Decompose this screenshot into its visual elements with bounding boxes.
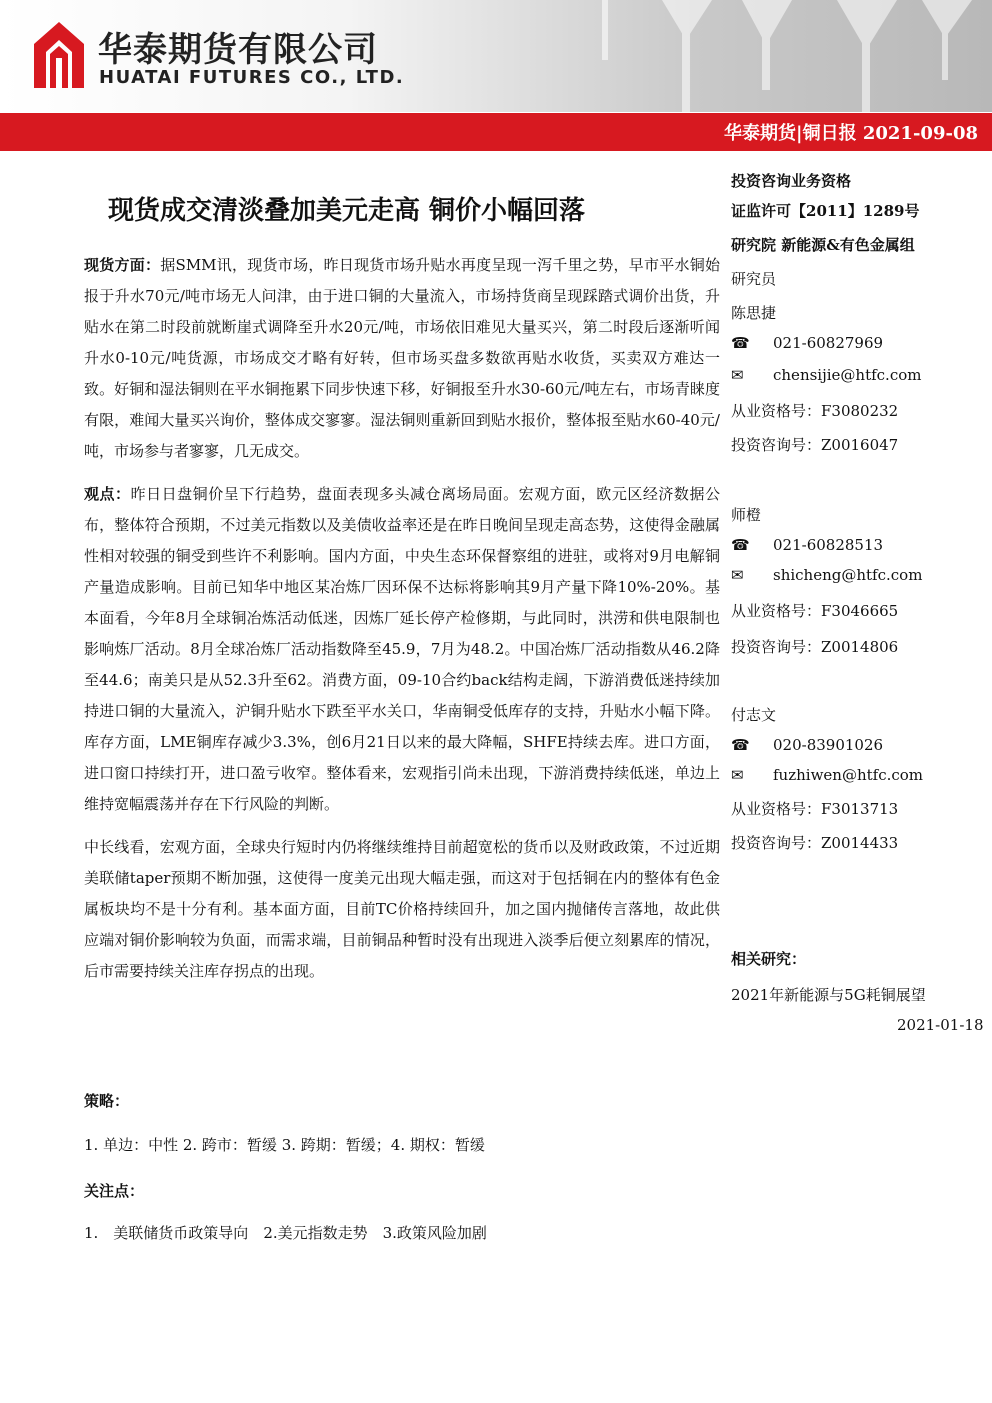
huatai-logo-icon	[34, 22, 84, 88]
report-title: 现货成交清淡叠加美元走高 铜价小幅回落	[108, 196, 586, 226]
phone-icon: ☎	[731, 334, 750, 352]
paragraph-text: 昨日日盘铜价呈下行趋势，盘面表现多头减仓离场局面。宏观方面，欧元区经济数据公布，整体符合预期，不过美元指数以及美债收益率还是在昨日晚间呈现走高态势，这使得金融属性相对较强的铜受到些许不利影响。国内方面，中央生态环保督察组的进驻，或将对9月电解铜产量造成影响。目前已知华中地区某冶炼厂因环保不达标将影响其9月产量下降10%-20%。基本面看，今年8月全球铜冶炼活动低迷，因炼厂延长停产检修期，与此同时，洪涝和供电限制也影响炼厂活动。8月全球冶炼厂活动指数降至45.9，7月为48.2。中国冶炼厂活动指数从46.2降至44.6；南美只是从52.3升至62。消费方面，09-10合约back结构走阔，下游消费低迷持续加持进口铜的大量流入，沪铜升贴水下跌至平水关口，华南铜受低库存的支持，升贴水小幅下降。库存方面，LME铜库存减少3.3%，创6月21日以来的最大降幅，SHFE持续去库。进口方面，进口窗口持续打开，进口盈亏收窄。整体看来，宏观指引尚未出现，下游消费持续低迷，单边上维持宽幅震荡并存在下行风险的判断。	[84, 485, 720, 813]
qualification-title: 投资咨询业务资格	[731, 172, 852, 190]
header-decoration	[572, 0, 992, 112]
strategy-heading: 策略：	[84, 1092, 130, 1110]
paragraph-label: 现货方面：	[84, 256, 161, 274]
paragraph-label: 观点：	[84, 485, 131, 503]
envelope-icon: ✉	[731, 366, 744, 384]
analyst-name: 陈思捷	[731, 304, 777, 322]
report-banner	[0, 113, 992, 151]
report-line: 华泰期货|铜日报 2021-09-08	[724, 123, 978, 144]
analyst-phone-row	[731, 536, 981, 554]
envelope-icon: ✉	[731, 566, 744, 584]
license-number: 证监许可【2011】1289号	[731, 202, 920, 220]
analyst-email[interactable]: chensijie@htfc.com	[773, 366, 922, 384]
analyst-name: 付志文	[731, 706, 777, 724]
paragraph-text: 据SMM讯，现货市场，昨日现货市场升贴水再度呈现一泻千里之势，早市平水铜始报于升水70元/吨市场无人问津，由于进口铜的大量流入，市场持货商呈现踩踏式调价出货，升贴水在第二时段前就断崖式调降至升水20元/吨，市场依旧难见大量买兴，第二时段后逐渐听闻升水0-10元/吨货源，市场成交才略有好转，但市场买盘多数欲再贴水收货，买卖双方难达一致。好铜和湿法铜则在平水铜拖累下同步快速下移，好铜报至升水30-60元/吨左右，市场青睐度有限，难闻大量买兴询价，整体成交寥寥。湿法铜则重新回到贴水报价，整体报至贴水60-40元/吨，市场参与者寥寥，几无成交。	[84, 256, 720, 460]
analyst-email-row	[731, 766, 981, 784]
analyst-consult: 投资咨询号：Z0016047	[731, 436, 899, 454]
institute-name: 研究院 新能源&有色金属组	[731, 236, 915, 254]
analyst-email-row	[731, 366, 981, 384]
main-content	[84, 250, 720, 999]
paragraph-longterm	[84, 832, 720, 987]
analyst-email[interactable]: fuzhiwen@htfc.com	[773, 766, 924, 784]
analyst-cert: 从业资格号：F3046665	[731, 602, 899, 620]
paragraph-text: 中长线看，宏观方面，全球央行短时内仍将继续维持目前超宽松的货币以及财政政策，不过近期美联储taper预期不断加强，这使得一度美元出现大幅走强，而这对于包括铜在内的整体有色金属板块均不是十分有利。基本面方面，目前TC价格持续回升，加之国内抛储传言落地，故此供应端对铜价影响较为负面，而需求端，目前铜品种暂时没有出现进入淡季后便立刻累库的情况，后市需要持续关注库存拐点的出现。	[84, 838, 720, 980]
analyst-phone: 021-60827969	[773, 334, 884, 352]
paragraph-view	[84, 479, 720, 820]
analyst-phone: 020-83901026	[773, 736, 884, 754]
phone-icon: ☎	[731, 736, 750, 754]
company-name-en: HUATAI FUTURES CO., LTD.	[99, 67, 405, 88]
analyst-name: 师橙	[731, 506, 762, 524]
analyst-consult: 投资咨询号：Z0014806	[731, 638, 899, 656]
page-header	[0, 0, 992, 112]
analyst-phone-row	[731, 736, 981, 754]
analyst-phone-row	[731, 334, 981, 352]
related-date: 2021-01-18	[897, 1016, 984, 1034]
analyst-email-row	[731, 566, 981, 584]
role-label: 研究员	[731, 270, 777, 288]
analyst-consult: 投资咨询号：Z0014433	[731, 834, 899, 852]
analyst-phone: 021-60828513	[773, 536, 884, 554]
analyst-cert: 从业资格号：F3080232	[731, 402, 899, 420]
analyst-cert: 从业资格号：F3013713	[731, 800, 899, 818]
focus-text: 1. 美联储货币政策导向 2.美元指数走势 3.政策风险加剧	[84, 1224, 487, 1242]
analyst-email[interactable]: shicheng@htfc.com	[773, 566, 923, 584]
strategy-text: 1. 单边：中性 2. 跨市：暂缓 3. 跨期：暂缓；4. 期权：暂缓	[84, 1136, 485, 1154]
envelope-icon: ✉	[731, 766, 744, 784]
company-name-cn: 华泰期货有限公司	[98, 30, 378, 70]
phone-icon: ☎	[731, 536, 750, 554]
paragraph-spot	[84, 250, 720, 467]
focus-heading: 关注点：	[84, 1182, 145, 1200]
related-heading: 相关研究：	[731, 950, 807, 968]
related-title[interactable]: 2021年新能源与5G耗铜展望	[731, 986, 926, 1004]
